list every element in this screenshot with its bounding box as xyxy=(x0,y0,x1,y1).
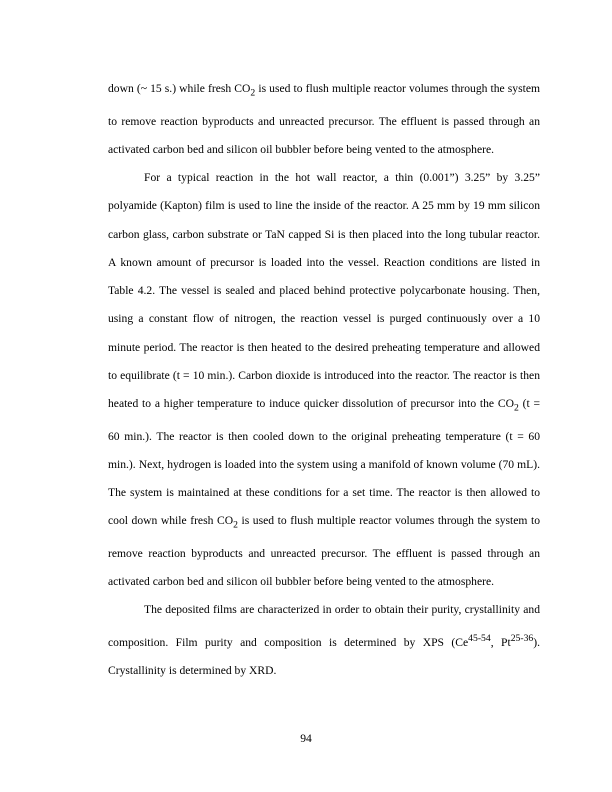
paragraph-1 xyxy=(108,75,540,164)
paragraph-3-text-2: , Pt xyxy=(490,635,511,649)
page-number: 94 xyxy=(300,732,312,745)
paragraph-1-text-2: is used to flush multiple reactor volumes through the system to remove reaction byproducts and unreacted precursor. The effluent is passed through an activated carbon bed and silicon oil bubbler before being vented to the atmosphere. xyxy=(108,82,540,156)
paragraph-3 xyxy=(108,596,540,685)
subscript-2: 2 xyxy=(250,87,256,99)
subscript-2: 2 xyxy=(513,402,519,414)
paragraph-3-text-3: ). Crystallinity is determined by XRD. xyxy=(108,635,540,677)
page-body xyxy=(108,75,540,685)
paragraph-2-text-3: is used to flush multiple reactor volumes through the system to remove reaction byproducts and unreacted precursor. The effluent is passed through an activated carbon bed and silicon oil bubbler before being vented to the atmosphere. xyxy=(108,514,540,589)
paragraph-3-text-1: The deposited films are characterized in order to obtain their purity, crystallinity and composition. Film purity and composition is determined by XPS (Ce xyxy=(108,603,540,649)
subscript-2: 2 xyxy=(233,519,238,531)
paragraph-2-text-2: (t = 60 min.). The reactor is then cooled down to the original preheating temperature (t = 60 min.). Next, hydrogen is loaded into the system using a manifold of known volume (70 mL). The system is maintained at these conditions for a set time. The reactor is then allowed to cool down while fresh CO xyxy=(108,397,540,528)
superscript-pt-refs: 25-36 xyxy=(510,632,534,644)
paragraph-2-text-1: For a typical reaction in the hot wall reactor, a thin (0.001”) 3.25” by 3.25” polyamide (Kapton) film is used to line the inside of the reactor. A 25 mm by 19 mm silicon carbon glass, carbon substrate or TaN capped Si is then placed into the long tubular reactor. A known amount of precursor is loaded into the vessel. Reaction conditions are listed in Table 4.2. The vessel is sealed and placed behind protective polycarbonate housing. Then, using a constant flow of nitrogen, the reaction vessel is purged continuously over a 10 minute period. The reactor is then heated to the desired preheating temperature and allowed to equilibrate (t = 10 min.). Carbon dioxide is introduced into the reactor. The reactor is then heated to a higher temperature to induce quicker dissolution of precursor into the CO xyxy=(108,171,540,411)
superscript-ce-refs: 45-54 xyxy=(468,632,491,644)
paragraph-1-text-1: down (~ 15 s.) while fresh CO xyxy=(108,82,251,95)
paragraph-2 xyxy=(108,164,540,596)
